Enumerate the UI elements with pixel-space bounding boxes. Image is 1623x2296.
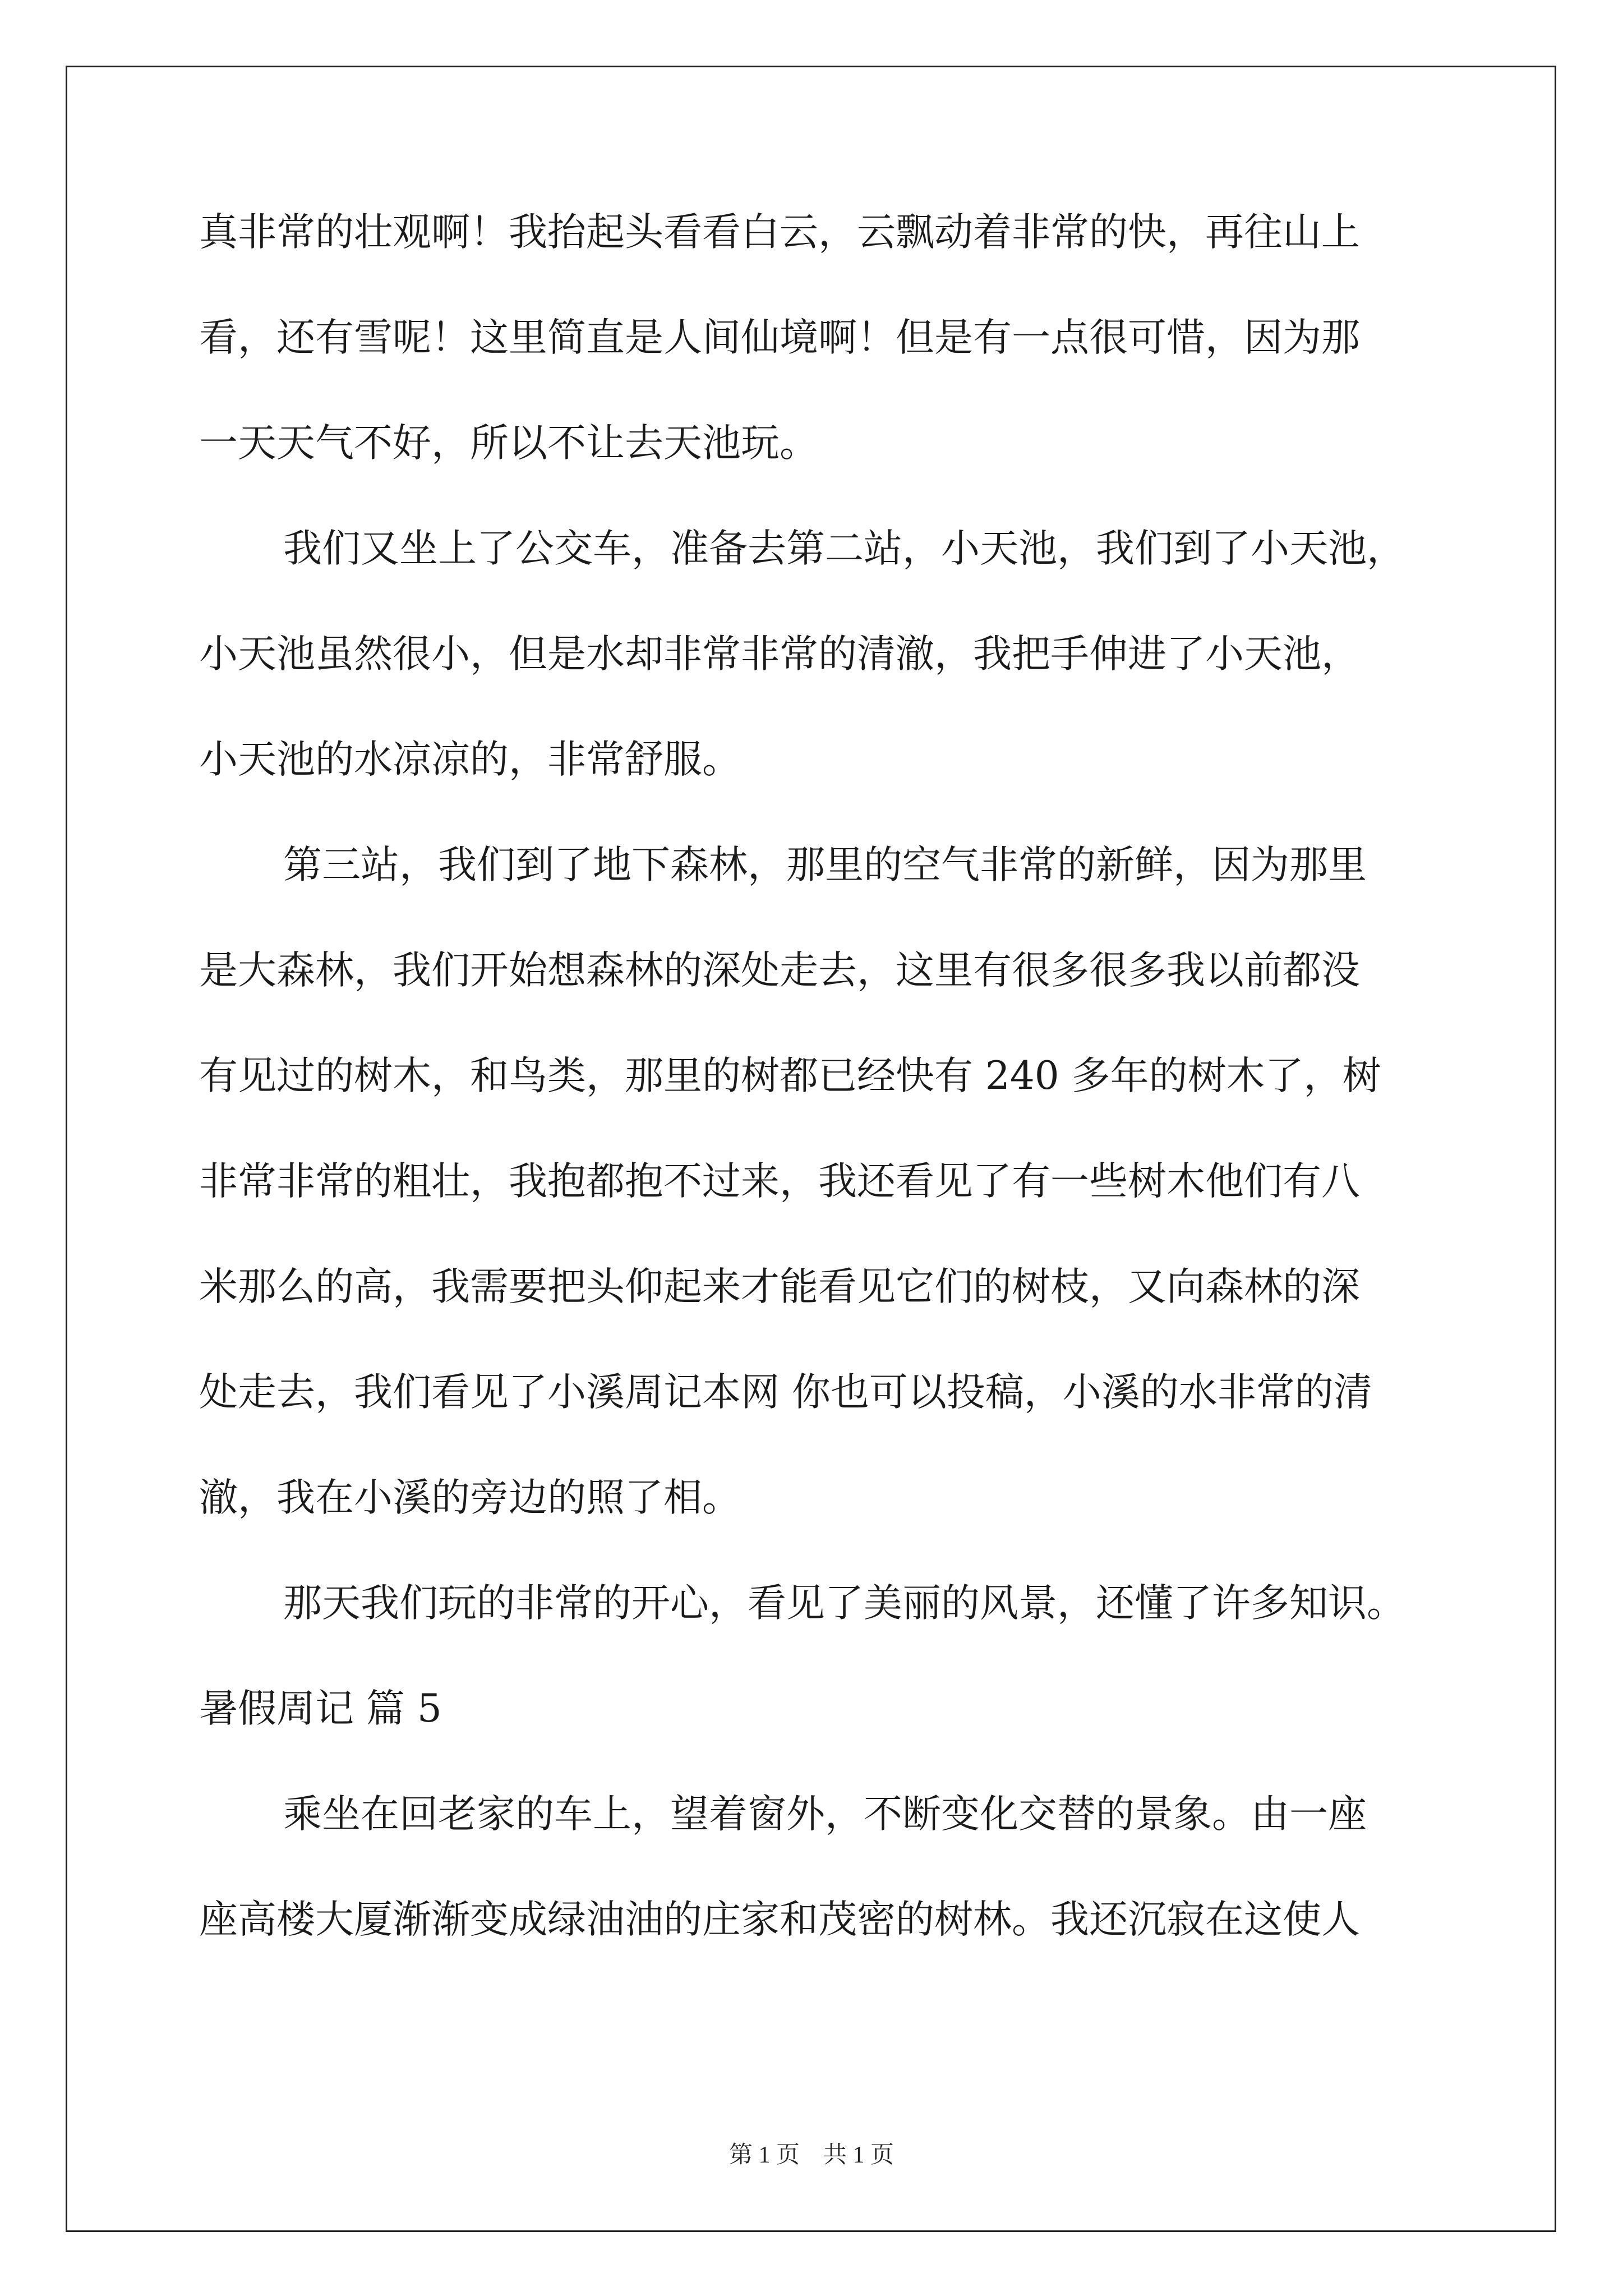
paragraph-start-line: 第三站，我们到了地下森林，那里的空气非常的新鲜，因为那里 <box>283 843 1367 887</box>
text-line: 是大森林，我们开始想森林的深处走去，这里有很多很多我以前都没 <box>199 948 1360 993</box>
text-line: 非常非常的粗壮，我抱都抱不过来，我还看见了有一些树木他们有八 <box>199 1159 1360 1204</box>
section-heading: 暑假周记 篇 5 <box>199 1686 442 1731</box>
text-line: 看，还有雪呢！这里简直是人间仙境啊！但是有一点很可惜，因为那 <box>199 315 1360 360</box>
paragraph-start-line: 乘坐在回老家的车上，望着窗外，不断变化交替的景象。由一座 <box>283 1792 1367 1837</box>
paragraph-start-line: 那天我们玩的非常的开心，看见了美丽的风景，还懂了许多知识。 <box>283 1581 1405 1626</box>
page-footer: 第 1 页 共 1 页 <box>728 2142 894 2168</box>
text-line: 有见过的树木，和鸟类，那里的树都已经快有 240 多年的树木了，树 <box>199 1053 1381 1098</box>
text-line: 澈，我在小溪的旁边的照了相。 <box>199 1475 741 1520</box>
text-line: 小天池的水凉凉的，非常舒服。 <box>199 737 741 782</box>
text-line: 一天天气不好，所以不让去天池玩。 <box>199 421 818 466</box>
text-line: 小天池虽然很小，但是水却非常非常的清澈，我把手伸进了小天池， <box>199 632 1360 677</box>
text-line: 米那么的高，我需要把头仰起来才能看见它们的树枝，又向森林的深 <box>199 1264 1360 1309</box>
text-line: 座高楼大厦渐渐变成绿油油的庄家和茂密的树林。我还沉寂在这使人 <box>199 1897 1360 1942</box>
paragraph-start-line: 我们又坐上了公交车，准备去第二站，小天池，我们到了小天池， <box>283 526 1405 571</box>
text-line: 真非常的壮观啊！我抬起头看看白云，云飘动着非常的快，再往山上 <box>199 210 1360 255</box>
text-line: 处走去，我们看见了小溪周记本网 你也可以投稿，小溪的水非常的清 <box>199 1370 1372 1415</box>
